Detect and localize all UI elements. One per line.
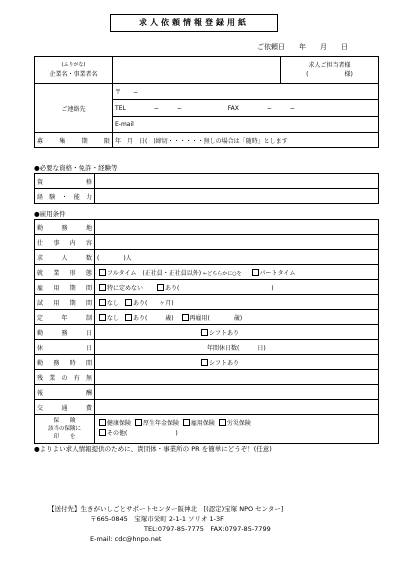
checkbox-icon[interactable] [219, 419, 226, 426]
work-days-label: 勤務日 [35, 325, 95, 340]
section-qualifications-header: ●必要な資格・免許・経験等 [34, 164, 118, 172]
period-none-option: 特に定めない [107, 284, 144, 292]
salary-field[interactable] [95, 385, 379, 400]
deadline-label: 募集期限 [35, 133, 113, 148]
section-employment-header: ●雇用条件 [34, 210, 66, 218]
retirement-label: 定年制 [35, 310, 95, 325]
work-hours-label: 勤務時間 [35, 355, 95, 370]
checkbox-icon[interactable] [252, 269, 259, 276]
checkbox-icon[interactable] [99, 269, 106, 276]
experience-label: 経験・能力 [35, 189, 95, 204]
headcount-label: 求人数 [35, 250, 95, 265]
transport-label: 交通費 [35, 400, 95, 415]
pension-insurance-option: 厚生年金保険 [142, 420, 179, 427]
insurance-label [35, 415, 95, 444]
overtime-label: 残業の有無 [35, 370, 95, 385]
company-name-field[interactable] [113, 57, 281, 84]
deadline-field[interactable]: 年 月 日( )締切・・・・・・無しの場合は「随時」とします [113, 133, 379, 148]
contact-label: ご連絡先 [35, 84, 113, 133]
email-field[interactable]: E-mail [113, 117, 379, 133]
insurance-field[interactable] [95, 415, 379, 444]
workplace-field[interactable] [95, 220, 379, 235]
work-days-shift: シフトあり [209, 329, 240, 337]
workplace-label: 勤務地 [35, 220, 95, 235]
period-close-paren: ) [271, 284, 274, 292]
trial-period-label: 試用期間 [35, 295, 95, 310]
insurance-label-line2: 該当の保険に [47, 426, 81, 432]
retirement-field[interactable] [95, 310, 379, 325]
headcount-field[interactable]: ( )人 [95, 250, 379, 265]
job-content-field[interactable] [95, 235, 379, 250]
tel-dash: − − [153, 105, 182, 113]
employment-type-field[interactable] [95, 265, 379, 280]
contact-person-field[interactable] [281, 57, 379, 84]
company-info-table [34, 56, 379, 148]
qualification-field[interactable] [95, 174, 379, 189]
checkbox-icon[interactable] [125, 299, 132, 306]
checkbox-icon[interactable] [201, 329, 208, 336]
job-content-label: 仕事内容 [35, 235, 95, 250]
fax-dash: − − [266, 105, 295, 113]
employment-period-label: 雇用期間 [35, 280, 95, 295]
contact-person-paren: ( 様) [306, 71, 353, 78]
salary-label: 報酬 [35, 385, 95, 400]
overtime-field[interactable] [95, 370, 379, 385]
checkbox-icon[interactable] [99, 314, 106, 321]
tel-fax-field[interactable] [113, 99, 379, 117]
experience-field[interactable] [95, 189, 379, 204]
parttime-option: パートタイム [259, 269, 296, 277]
footer-address: 〒665-0845 宝塚市栄町 2-1-1 ソリオ 1-3F [90, 515, 224, 523]
postal-field[interactable]: 〒 − [113, 84, 379, 100]
checkbox-icon[interactable] [157, 284, 164, 291]
trial-yes-option: あり( ヶ月) [132, 299, 174, 307]
holidays-field[interactable] [95, 340, 379, 355]
work-hours-field[interactable] [95, 355, 379, 370]
trial-period-field[interactable] [95, 295, 379, 310]
trial-none-option: なし [107, 299, 120, 307]
qualifications-table [34, 173, 379, 204]
contact-person-label: 求人ご担当者様 [308, 62, 351, 69]
health-insurance-option: 健康保険 [107, 420, 132, 427]
qualification-label: 資格 [35, 174, 95, 189]
holidays-label: 休日 [35, 340, 95, 355]
transport-field[interactable] [95, 400, 379, 415]
company-name-label [35, 57, 113, 84]
checkbox-icon[interactable] [99, 299, 106, 306]
employment-period-field[interactable] [95, 280, 379, 295]
fax-label: FAX [227, 105, 239, 113]
checkbox-icon[interactable] [135, 419, 142, 426]
furigana-label: (ふりがな) [61, 62, 86, 68]
employment-table [34, 219, 379, 444]
checkbox-icon[interactable] [99, 429, 106, 436]
company-label-text: 企業名・事業者名 [49, 71, 98, 78]
footer-send-to: 【送付先】生きがいしごとサポートセンター阪神北 [(認定)宝塚 NPO センター] [48, 505, 284, 513]
checkbox-icon[interactable] [99, 419, 106, 426]
section-pr-header: ●よりよい求人情報提供のために、貴団体・事業所の PR を簡単にどうぞ！(任意) [34, 445, 272, 453]
employment-insurance-option: 雇用保険 [190, 420, 215, 427]
checkbox-icon[interactable] [125, 314, 132, 321]
retirement-none-option: なし [107, 314, 120, 322]
footer-tel-fax: TEL:0797-85-7775 FAX:0797-85-7799 [144, 525, 271, 533]
fulltime-note: ←どちらかに○を [203, 270, 242, 277]
other-insurance-option: その他( ) [107, 430, 178, 437]
tel-label: TEL [115, 105, 126, 113]
period-yes-option: あり( [164, 284, 180, 292]
checkbox-icon[interactable] [183, 419, 190, 426]
rehire-option: 再雇用( 歳) [189, 314, 243, 322]
work-hours-shift: シフトあり [209, 359, 240, 367]
request-date: ご依頼日 年 月 日 [257, 43, 348, 51]
work-days-field[interactable] [95, 325, 379, 340]
footer [48, 504, 283, 544]
annual-holidays: 年間休日数( 日) [207, 344, 266, 352]
employment-type-label: 就業形態 [35, 265, 95, 280]
footer-email: E-mail: cdc@hnpo.net [90, 535, 162, 543]
fulltime-option: フルタイム (正社員・正社員以外) [107, 269, 202, 277]
retirement-yes-option: あり( 歳) [132, 314, 174, 322]
workers-insurance-option: 労災保険 [226, 420, 251, 427]
checkbox-icon[interactable] [201, 359, 208, 366]
checkbox-icon[interactable] [182, 314, 189, 321]
checkbox-icon[interactable] [99, 284, 106, 291]
insurance-label-line3: 印 を [53, 434, 76, 440]
insurance-label-line1: 保 険 [53, 418, 76, 424]
form-title: 求人依頼情報登録用紙 [110, 14, 278, 32]
pr-area[interactable] [34, 456, 378, 494]
